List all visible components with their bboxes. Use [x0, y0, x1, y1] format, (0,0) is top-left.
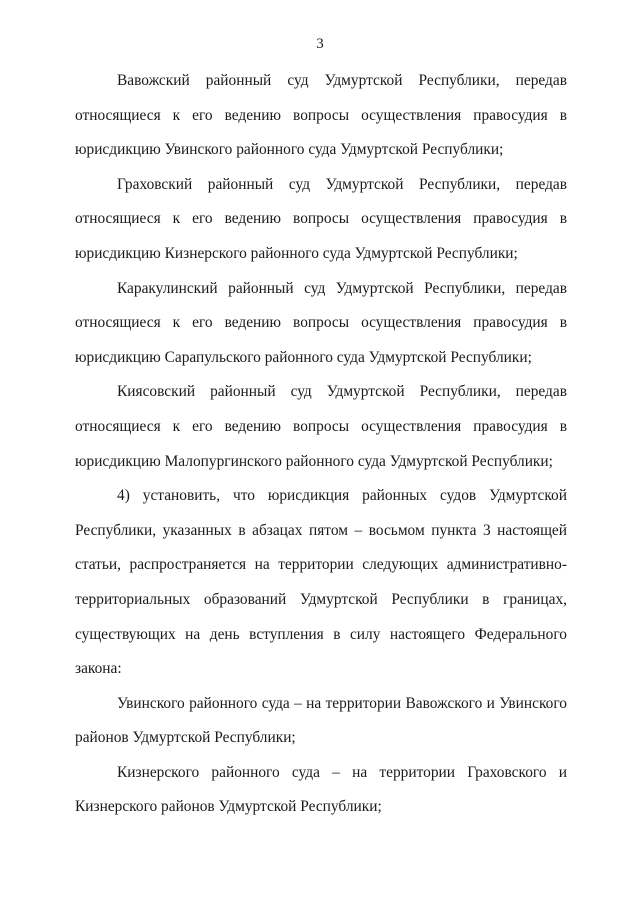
paragraph-item-4-jurisdiction: 4) установить, что юрисдикция районных судов Удмуртской Республики, указанных в абзацах пятом – восьмом пункта 3 настоящей статьи, распространяется на территории следующих административно-территориальных образований Удмуртской Республики в границах, существующих на день вступления в силу настоящего Федерального закона: [75, 487, 567, 678]
page-number: 3 [316, 36, 324, 52]
document-body [75, 64, 567, 825]
paragraph-grakhovo-court: Граховский районный суд Удмуртской Республики, передав относящиеся к его ведению вопросы осуществления правосудия в юрисдикцию Кизнерского районного суда Удмуртской Республики; [75, 175, 567, 262]
paragraph-kizner-court-territory: Кизнерского районного суда – на территории Граховского и Кизнерского районов Удмуртской Республики; [75, 763, 567, 816]
paragraph-uva-court-territory: Увинского районного суда – на территории Вавожского и Увинского районов Удмуртской Республики; [75, 694, 567, 747]
paragraph-kiyasovo-court: Киясовский районный суд Удмуртской Республики, передав относящиеся к его ведению вопросы осуществления правосудия в юрисдикцию Малопургинского районного суда Удмуртской Республики; [75, 383, 567, 470]
paragraph-karakulino-court: Каракулинский районный суд Удмуртской Республики, передав относящиеся к его ведению вопросы осуществления правосудия в юрисдикцию Сарапульского районного суда Удмуртской Республики; [75, 279, 567, 366]
paragraph-vavozh-court: Вавожский районный суд Удмуртской Республики, передав относящиеся к его ведению вопросы осуществления правосудия в юрисдикцию Увинского районного суда Удмуртской Республики; [75, 72, 567, 159]
